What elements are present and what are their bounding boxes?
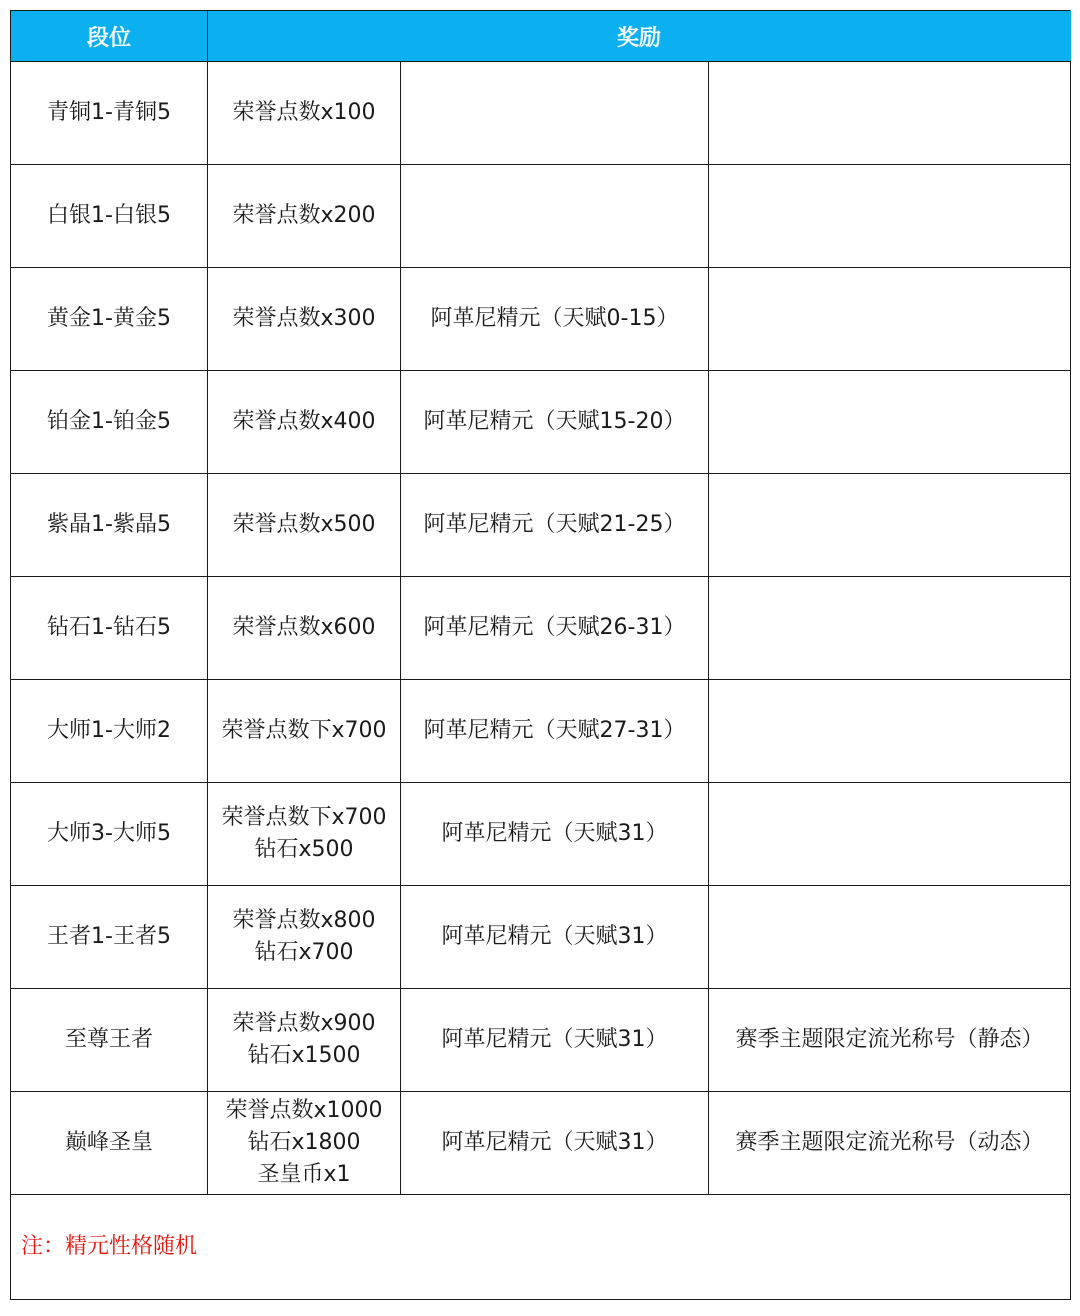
points-cell bbox=[208, 989, 401, 1092]
table-header-row bbox=[11, 11, 1071, 62]
points-cell bbox=[208, 165, 401, 268]
rank-cell: 至尊王者 bbox=[11, 989, 208, 1092]
essence-cell: 阿革尼精元（天赋31） bbox=[401, 886, 709, 989]
points-cell bbox=[208, 886, 401, 989]
title-cell bbox=[709, 577, 1071, 680]
table-row bbox=[11, 62, 1071, 165]
table-row bbox=[11, 371, 1071, 474]
reward-table-container bbox=[10, 10, 1070, 1300]
title-cell: 赛季主题限定流光称号（动态） bbox=[709, 1092, 1071, 1195]
points-cell bbox=[208, 371, 401, 474]
table-row bbox=[11, 577, 1071, 680]
rank-cell: 黄金1-黄金5 bbox=[11, 268, 208, 371]
essence-cell bbox=[401, 165, 709, 268]
rank-cell: 王者1-王者5 bbox=[11, 886, 208, 989]
points-cell bbox=[208, 268, 401, 371]
essence-cell: 阿革尼精元（天赋21-25） bbox=[401, 474, 709, 577]
rank-cell: 大师3-大师5 bbox=[11, 783, 208, 886]
points-line: 圣皇币x1 bbox=[257, 1162, 351, 1187]
points-line: 荣誉点数x800 bbox=[232, 908, 376, 933]
title-cell bbox=[709, 680, 1071, 783]
points-cell bbox=[208, 783, 401, 886]
points-line: 荣誉点数x500 bbox=[232, 512, 376, 537]
title-cell: 赛季主题限定流光称号（静态） bbox=[709, 989, 1071, 1092]
table-row bbox=[11, 165, 1071, 268]
note-text: 注：精元性格随机 bbox=[11, 1195, 1071, 1300]
points-line: 钻石x500 bbox=[254, 837, 354, 862]
essence-cell: 阿革尼精元（天赋31） bbox=[401, 1092, 709, 1195]
points-line: 钻石x1800 bbox=[247, 1130, 361, 1155]
points-cell bbox=[208, 680, 401, 783]
points-cell bbox=[208, 1092, 401, 1195]
rank-cell: 紫晶1-紫晶5 bbox=[11, 474, 208, 577]
table-row bbox=[11, 680, 1071, 783]
points-cell bbox=[208, 474, 401, 577]
points-cell bbox=[208, 62, 401, 165]
title-cell bbox=[709, 165, 1071, 268]
points-line: 钻石x1500 bbox=[247, 1043, 361, 1068]
points-line: 荣誉点数x400 bbox=[232, 409, 376, 434]
table-row bbox=[11, 783, 1071, 886]
points-line: 荣誉点数x900 bbox=[232, 1011, 376, 1036]
rank-cell: 青铜1-青铜5 bbox=[11, 62, 208, 165]
points-line: 荣誉点数x100 bbox=[232, 100, 376, 125]
table-row bbox=[11, 268, 1071, 371]
points-line: 钻石x700 bbox=[254, 940, 354, 965]
points-line: 荣誉点数x600 bbox=[232, 615, 376, 640]
title-cell bbox=[709, 62, 1071, 165]
essence-cell: 阿革尼精元（天赋26-31） bbox=[401, 577, 709, 680]
essence-cell: 阿革尼精元（天赋15-20） bbox=[401, 371, 709, 474]
rank-cell: 钻石1-钻石5 bbox=[11, 577, 208, 680]
note-row bbox=[11, 1195, 1071, 1300]
table-row bbox=[11, 1092, 1071, 1195]
title-cell bbox=[709, 783, 1071, 886]
rank-cell: 白银1-白银5 bbox=[11, 165, 208, 268]
essence-cell: 阿革尼精元（天赋31） bbox=[401, 989, 709, 1092]
points-cell bbox=[208, 577, 401, 680]
header-reward: 奖励 bbox=[208, 11, 1071, 62]
points-line: 荣誉点数x200 bbox=[232, 203, 376, 228]
title-cell bbox=[709, 474, 1071, 577]
essence-cell: 阿革尼精元（天赋0-15） bbox=[401, 268, 709, 371]
table-body bbox=[11, 62, 1071, 1195]
rank-cell: 铂金1-铂金5 bbox=[11, 371, 208, 474]
points-line: 荣誉点数下x700 bbox=[221, 718, 387, 743]
points-line: 荣誉点数x1000 bbox=[225, 1098, 383, 1123]
rank-cell: 巅峰圣皇 bbox=[11, 1092, 208, 1195]
rank-cell: 大师1-大师2 bbox=[11, 680, 208, 783]
title-cell bbox=[709, 886, 1071, 989]
essence-cell: 阿革尼精元（天赋27-31） bbox=[401, 680, 709, 783]
rank-reward-table bbox=[10, 10, 1071, 1300]
header-rank: 段位 bbox=[11, 11, 208, 62]
table-row bbox=[11, 989, 1071, 1092]
points-line: 荣誉点数x300 bbox=[232, 306, 376, 331]
points-line: 荣誉点数下x700 bbox=[221, 805, 387, 830]
title-cell bbox=[709, 268, 1071, 371]
essence-cell: 阿革尼精元（天赋31） bbox=[401, 783, 709, 886]
essence-cell bbox=[401, 62, 709, 165]
title-cell bbox=[709, 371, 1071, 474]
table-row bbox=[11, 474, 1071, 577]
table-row bbox=[11, 886, 1071, 989]
